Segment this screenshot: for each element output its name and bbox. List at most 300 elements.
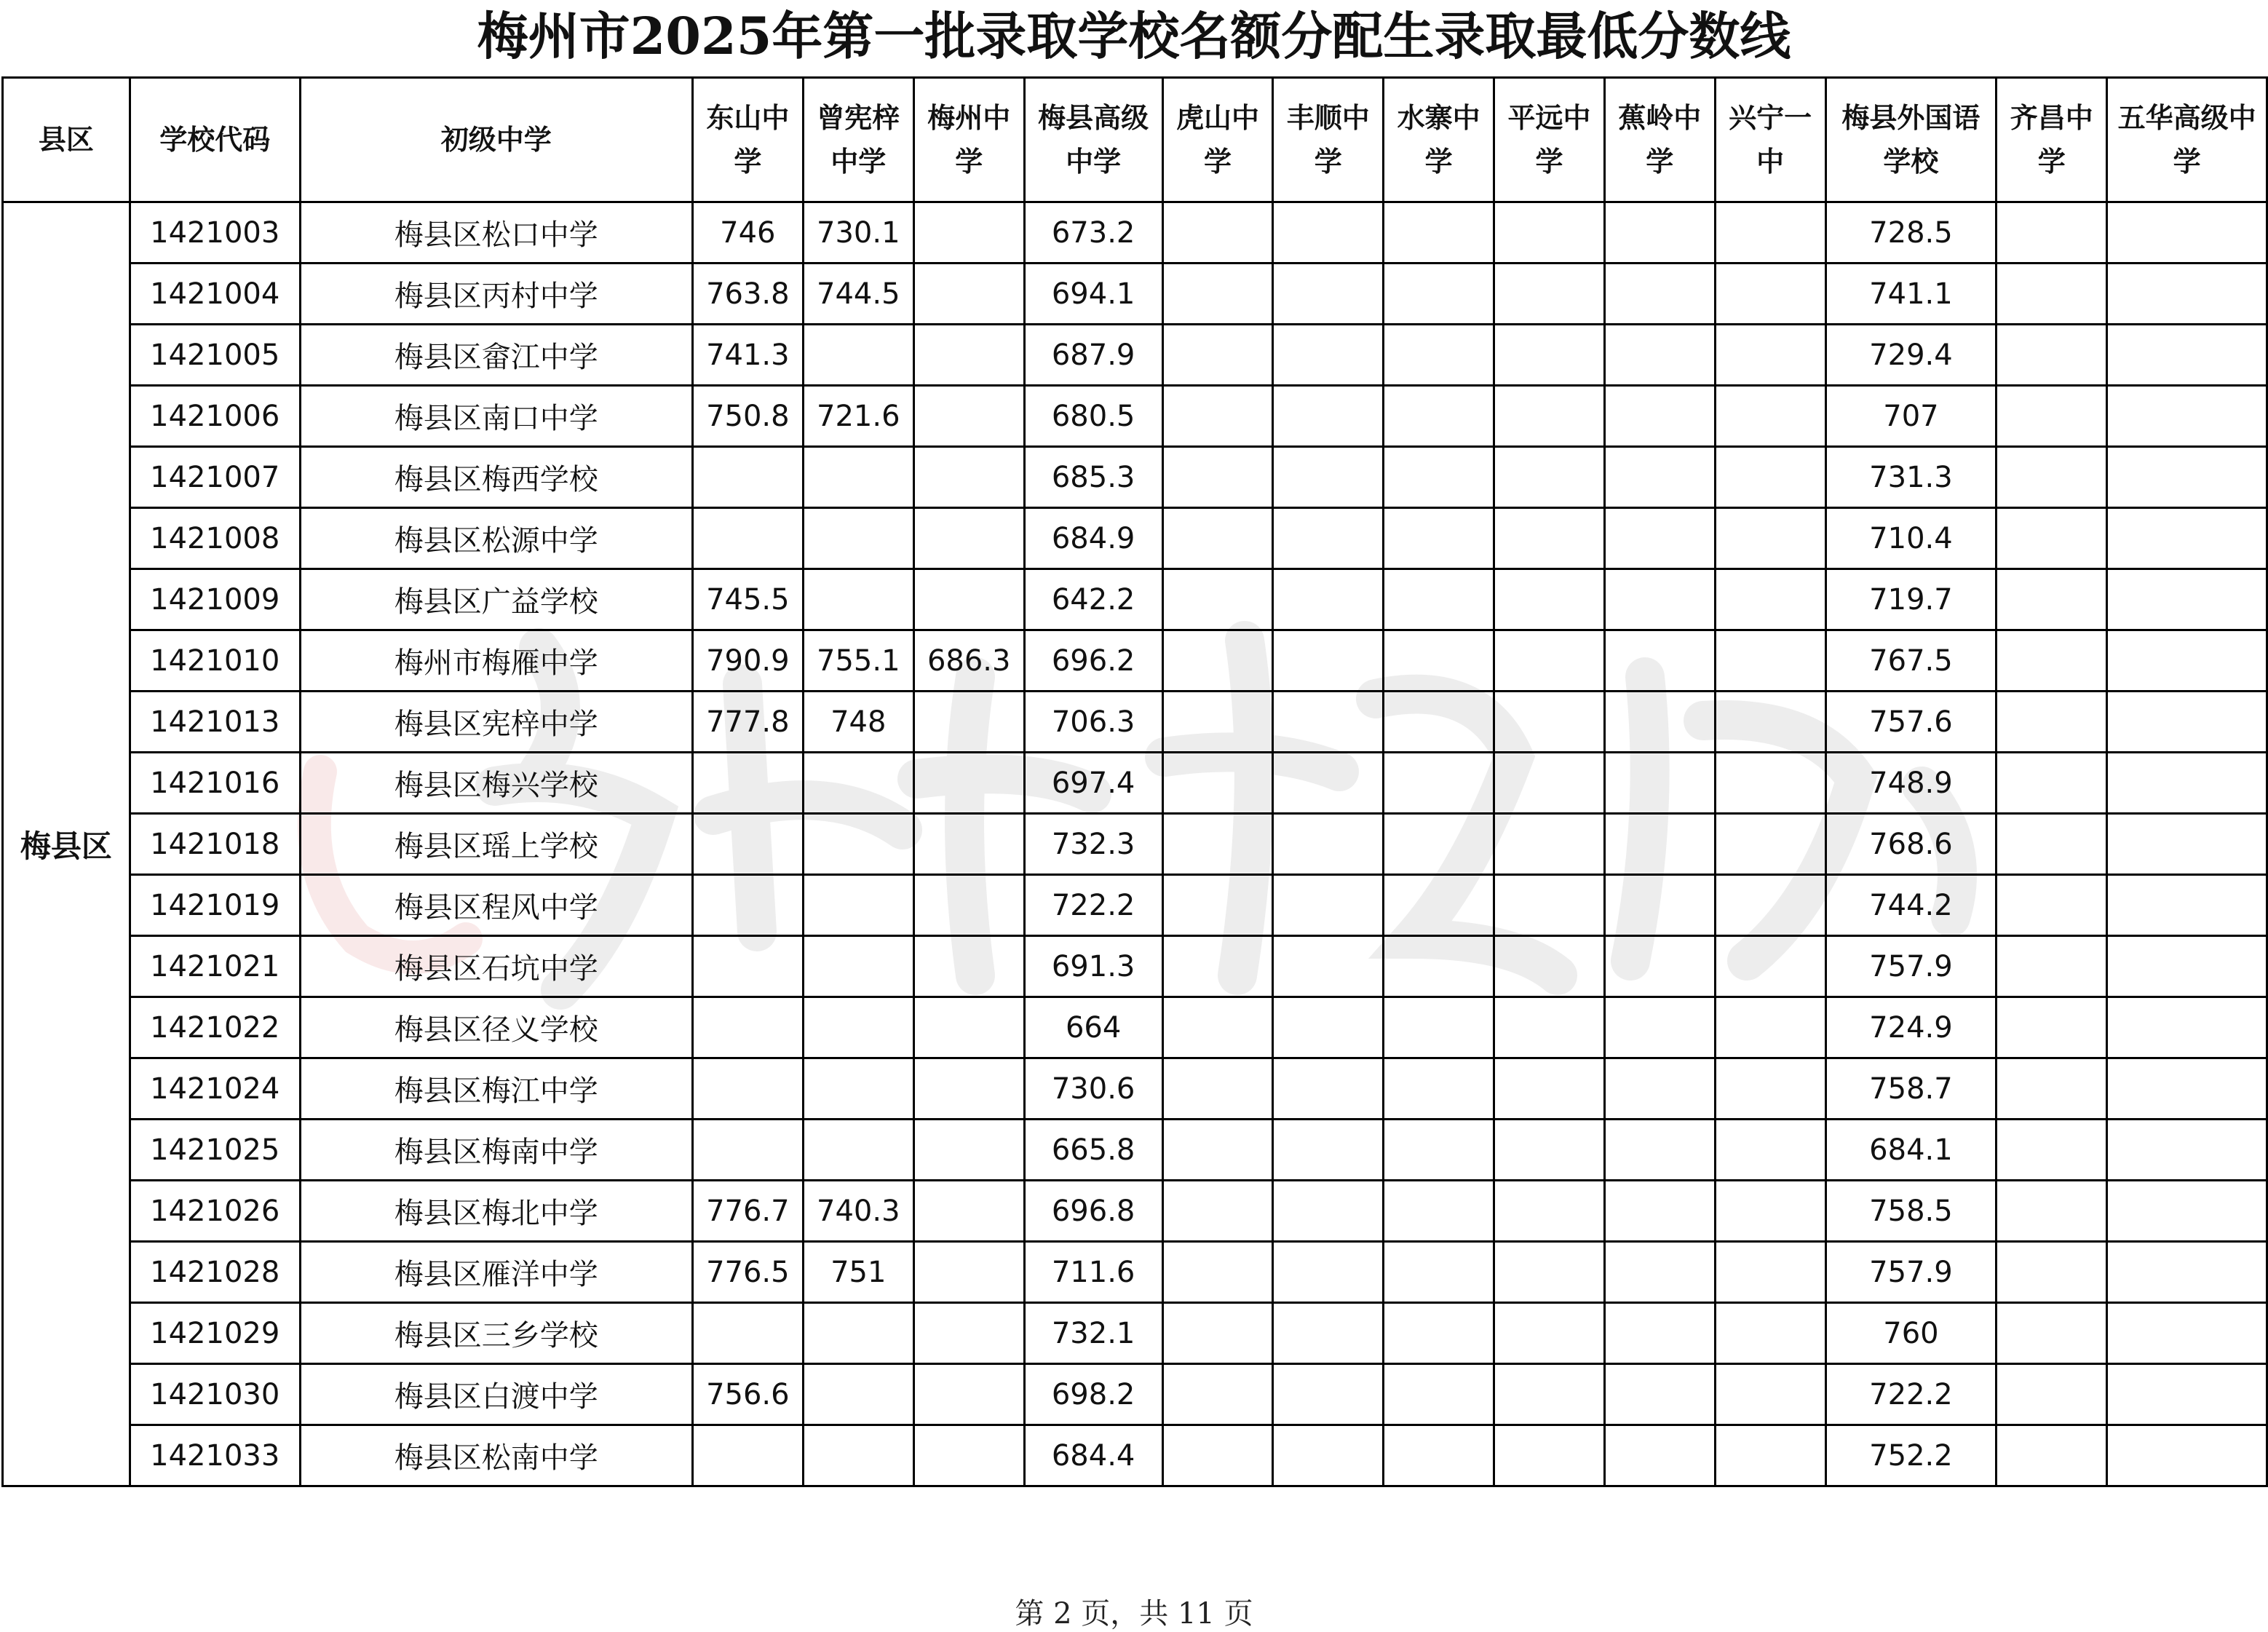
score-cell — [1494, 202, 1605, 264]
score-cell — [1384, 264, 1494, 325]
score-cell — [1494, 1425, 1605, 1486]
score-cell — [1494, 692, 1605, 753]
score-cell — [1997, 202, 2107, 264]
score-cell — [1384, 875, 1494, 936]
school-name-cell: 梅县区梅江中学 — [300, 1058, 692, 1120]
header-qichang: 齐昌中学 — [1997, 78, 2107, 202]
score-cell: 776.5 — [692, 1242, 803, 1303]
school-code-cell: 1421026 — [130, 1181, 300, 1242]
score-cell — [1162, 264, 1273, 325]
score-cell: 732.3 — [1024, 814, 1162, 875]
score-cell — [803, 936, 913, 997]
score-cell: 732.1 — [1024, 1303, 1162, 1364]
score-cell — [1494, 569, 1605, 630]
score-cell — [1273, 936, 1384, 997]
score-cell — [1384, 630, 1494, 692]
school-name-cell: 梅县区雁洋中学 — [300, 1242, 692, 1303]
score-cell — [1384, 1425, 1494, 1486]
score-cell: 748.9 — [1825, 753, 1997, 814]
score-cell — [1162, 1364, 1273, 1425]
header-meixian-senior: 梅县高级中学 — [1024, 78, 1162, 202]
score-cell — [1997, 1303, 2107, 1364]
score-cell — [1715, 1364, 1825, 1425]
score-cell — [1162, 1058, 1273, 1120]
table-row — [3, 875, 2267, 936]
score-cell — [1494, 1242, 1605, 1303]
header-wuhua-senior: 五华高级中学 — [2107, 78, 2267, 202]
score-cell — [803, 447, 913, 508]
score-cell — [1273, 569, 1384, 630]
table-row — [3, 447, 2267, 508]
score-cell: 684.1 — [1825, 1120, 1997, 1181]
school-name-cell: 梅县区梅北中学 — [300, 1181, 692, 1242]
score-cell — [1384, 386, 1494, 447]
score-cell — [1162, 1425, 1273, 1486]
score-cell — [692, 753, 803, 814]
score-cell — [1715, 630, 1825, 692]
score-cell: 750.8 — [692, 386, 803, 447]
school-name-cell: 梅县区广益学校 — [300, 569, 692, 630]
school-name-cell: 梅县区丙村中学 — [300, 264, 692, 325]
score-cell — [803, 1303, 913, 1364]
score-cell — [1384, 1364, 1494, 1425]
score-cell — [803, 1120, 913, 1181]
score-cell: 757.9 — [1825, 1242, 1997, 1303]
score-cell — [2107, 1181, 2267, 1242]
score-cell — [1384, 508, 1494, 569]
school-name-cell: 梅县区松口中学 — [300, 202, 692, 264]
score-cell: 776.7 — [692, 1181, 803, 1242]
score-cell — [1715, 386, 1825, 447]
score-cell — [1273, 447, 1384, 508]
score-cell — [2107, 264, 2267, 325]
score-cell — [2107, 1120, 2267, 1181]
score-cell: 728.5 — [1825, 202, 1997, 264]
school-code-cell: 1421029 — [130, 1303, 300, 1364]
score-cell — [2107, 1364, 2267, 1425]
score-cell — [1384, 1058, 1494, 1120]
score-cell — [2107, 814, 2267, 875]
score-cell — [2107, 875, 2267, 936]
table-row — [3, 1120, 2267, 1181]
score-cell — [1997, 1364, 2107, 1425]
score-cell — [1997, 1242, 2107, 1303]
school-code-cell: 1421016 — [130, 753, 300, 814]
header-zengxianzi: 曾宪梓中学 — [803, 78, 913, 202]
score-cell — [1715, 202, 1825, 264]
score-cell — [2107, 936, 2267, 997]
score-cell — [1273, 997, 1384, 1058]
score-cell — [1604, 447, 1715, 508]
score-cell — [1273, 1181, 1384, 1242]
score-cell — [913, 386, 1024, 447]
score-cell — [1494, 814, 1605, 875]
score-cell — [1162, 1120, 1273, 1181]
score-cell — [1997, 875, 2107, 936]
score-cell — [1162, 753, 1273, 814]
header-shuizhai: 水寨中学 — [1384, 78, 1494, 202]
score-cell — [1273, 630, 1384, 692]
score-cell: 722.2 — [1825, 1364, 1997, 1425]
score-cell — [1494, 325, 1605, 386]
score-cell — [2107, 997, 2267, 1058]
header-district: 县区 — [3, 78, 130, 202]
score-cell — [1997, 936, 2107, 997]
score-cell — [1604, 569, 1715, 630]
score-cell — [2107, 569, 2267, 630]
page-footer: 第 2 页，共 11 页 — [1015, 1597, 1253, 1631]
school-name-cell: 梅县区三乡学校 — [300, 1303, 692, 1364]
score-cell — [692, 875, 803, 936]
score-cell — [1715, 1120, 1825, 1181]
score-cell — [1162, 508, 1273, 569]
score-cell — [1604, 936, 1715, 997]
score-cell — [913, 1303, 1024, 1364]
score-cell: 767.5 — [1825, 630, 1997, 692]
school-name-cell: 梅县区南口中学 — [300, 386, 692, 447]
table-row — [3, 1303, 2267, 1364]
header-jiaoling: 蕉岭中学 — [1604, 78, 1715, 202]
school-code-cell: 1421019 — [130, 875, 300, 936]
score-cell — [1162, 569, 1273, 630]
score-cell — [1384, 202, 1494, 264]
school-name-cell: 梅县区梅西学校 — [300, 447, 692, 508]
score-cell — [1273, 1242, 1384, 1303]
score-cell: 685.3 — [1024, 447, 1162, 508]
score-cell — [1162, 1242, 1273, 1303]
score-cell — [1384, 1242, 1494, 1303]
score-cell — [692, 1303, 803, 1364]
table-row — [3, 1242, 2267, 1303]
score-cell: 691.3 — [1024, 936, 1162, 997]
score-cell: 758.5 — [1825, 1181, 1997, 1242]
score-cell — [1384, 447, 1494, 508]
score-cell — [913, 447, 1024, 508]
score-cell — [913, 814, 1024, 875]
score-cell — [692, 508, 803, 569]
score-cell — [913, 202, 1024, 264]
score-cell — [2107, 692, 2267, 753]
score-cell: 744.5 — [803, 264, 913, 325]
score-cell — [1162, 325, 1273, 386]
score-cell — [1494, 630, 1605, 692]
score-cell: 730.6 — [1024, 1058, 1162, 1120]
score-cell — [1162, 814, 1273, 875]
score-cell — [1494, 508, 1605, 569]
score-cell — [1715, 264, 1825, 325]
score-cell — [2107, 325, 2267, 386]
table-row — [3, 202, 2267, 264]
score-cell: 790.9 — [692, 630, 803, 692]
score-cell — [1494, 753, 1605, 814]
score-cell: 757.9 — [1825, 936, 1997, 997]
score-cell — [1715, 997, 1825, 1058]
score-cell — [1273, 753, 1384, 814]
header-meizhou: 梅州中学 — [913, 78, 1024, 202]
score-cell — [1604, 997, 1715, 1058]
score-cell — [803, 508, 913, 569]
score-cell — [692, 936, 803, 997]
score-cell: 694.1 — [1024, 264, 1162, 325]
score-cell — [1715, 936, 1825, 997]
score-cell: 722.2 — [1024, 875, 1162, 936]
score-cell: 665.8 — [1024, 1120, 1162, 1181]
score-cell: 777.8 — [692, 692, 803, 753]
score-cell — [2107, 753, 2267, 814]
score-cell — [1997, 630, 2107, 692]
score-cell — [1494, 1303, 1605, 1364]
school-code-cell: 1421008 — [130, 508, 300, 569]
score-cell: 755.1 — [803, 630, 913, 692]
table-row — [3, 753, 2267, 814]
score-cell: 752.2 — [1825, 1425, 1997, 1486]
score-cell — [1273, 1425, 1384, 1486]
score-cell — [1162, 875, 1273, 936]
school-name-cell: 梅县区径义学校 — [300, 997, 692, 1058]
school-name-cell: 梅县区梅兴学校 — [300, 753, 692, 814]
school-code-cell: 1421018 — [130, 814, 300, 875]
table-row — [3, 1058, 2267, 1120]
school-code-cell: 1421004 — [130, 264, 300, 325]
score-cell — [1273, 386, 1384, 447]
score-cell — [692, 447, 803, 508]
school-code-cell: 1421005 — [130, 325, 300, 386]
score-cell — [803, 997, 913, 1058]
school-code-cell: 1421025 — [130, 1120, 300, 1181]
score-cell — [1273, 508, 1384, 569]
score-cell — [1494, 1364, 1605, 1425]
score-cell: 673.2 — [1024, 202, 1162, 264]
score-cell — [2107, 1242, 2267, 1303]
score-cell — [913, 997, 1024, 1058]
score-cell — [1604, 386, 1715, 447]
score-cell — [1162, 447, 1273, 508]
score-cell — [803, 325, 913, 386]
header-pingyuan: 平远中学 — [1494, 78, 1605, 202]
score-cell — [1494, 1181, 1605, 1242]
score-cell: 744.2 — [1825, 875, 1997, 936]
table-row — [3, 692, 2267, 753]
score-cell: 763.8 — [692, 264, 803, 325]
score-cell: 740.3 — [803, 1181, 913, 1242]
score-cell — [1604, 753, 1715, 814]
score-cell — [1997, 1425, 2107, 1486]
score-cell — [1273, 692, 1384, 753]
school-code-cell: 1421033 — [130, 1425, 300, 1486]
score-cell: 686.3 — [913, 630, 1024, 692]
score-cell — [913, 1425, 1024, 1486]
score-cell: 741.1 — [1825, 264, 1997, 325]
school-code-cell: 1421006 — [130, 386, 300, 447]
score-cell: 748 — [803, 692, 913, 753]
school-code-cell: 1421022 — [130, 997, 300, 1058]
score-cell — [1604, 630, 1715, 692]
score-cell — [1604, 1425, 1715, 1486]
table-row — [3, 1181, 2267, 1242]
score-cell — [1997, 753, 2107, 814]
score-cell — [1162, 936, 1273, 997]
school-name-cell: 梅县区梅南中学 — [300, 1120, 692, 1181]
school-code-cell: 1421013 — [130, 692, 300, 753]
score-cell — [1604, 1303, 1715, 1364]
score-cell — [2107, 386, 2267, 447]
score-cell — [1494, 875, 1605, 936]
school-code-cell: 1421028 — [130, 1242, 300, 1303]
score-cell: 684.4 — [1024, 1425, 1162, 1486]
score-cell — [1604, 692, 1715, 753]
header-dongshan: 东山中学 — [692, 78, 803, 202]
score-cell: 721.6 — [803, 386, 913, 447]
score-cell: 680.5 — [1024, 386, 1162, 447]
score-cell — [1384, 569, 1494, 630]
score-cell: 719.7 — [1825, 569, 1997, 630]
score-cell — [1604, 325, 1715, 386]
score-cell — [1384, 936, 1494, 997]
score-cell — [1494, 936, 1605, 997]
header-xingning-no1: 兴宁一中 — [1715, 78, 1825, 202]
table-row — [3, 325, 2267, 386]
score-cell — [803, 753, 913, 814]
score-cell — [1997, 814, 2107, 875]
score-cell — [1162, 630, 1273, 692]
score-cell — [803, 814, 913, 875]
score-cell — [1604, 1058, 1715, 1120]
score-cell: 696.2 — [1024, 630, 1162, 692]
score-cell — [1997, 692, 2107, 753]
score-cell — [1604, 508, 1715, 569]
score-cell — [803, 1425, 913, 1486]
score-cell: 687.9 — [1024, 325, 1162, 386]
score-cell — [1715, 508, 1825, 569]
school-code-cell: 1421003 — [130, 202, 300, 264]
score-cell — [913, 508, 1024, 569]
score-cell — [1384, 325, 1494, 386]
score-cell — [1162, 997, 1273, 1058]
score-cell: 730.1 — [803, 202, 913, 264]
score-cell — [2107, 1303, 2267, 1364]
score-cell — [913, 264, 1024, 325]
header-meixian-foreign: 梅县外国语学校 — [1825, 78, 1997, 202]
score-cell — [1715, 692, 1825, 753]
score-cell — [1604, 1181, 1715, 1242]
score-cell — [1715, 753, 1825, 814]
score-cell — [1604, 1242, 1715, 1303]
score-cell — [692, 814, 803, 875]
school-name-cell: 梅县区畲江中学 — [300, 325, 692, 386]
score-cell — [1715, 875, 1825, 936]
score-cell: 729.4 — [1825, 325, 1997, 386]
score-cell — [1384, 1120, 1494, 1181]
score-cell — [913, 692, 1024, 753]
table-row — [3, 1425, 2267, 1486]
score-cell: 642.2 — [1024, 569, 1162, 630]
score-cell: 724.9 — [1825, 997, 1997, 1058]
page-title: 梅州市2025年第一批录取学校名额分配生录取最低分数线 — [477, 6, 1791, 66]
table-row — [3, 630, 2267, 692]
table-row — [3, 508, 2267, 569]
score-cell — [1273, 814, 1384, 875]
school-code-cell: 1421007 — [130, 447, 300, 508]
score-cell — [1715, 1242, 1825, 1303]
score-cell — [2107, 630, 2267, 692]
score-cell — [1273, 264, 1384, 325]
score-cell — [913, 875, 1024, 936]
score-cell — [913, 1364, 1024, 1425]
score-cell: 698.2 — [1024, 1364, 1162, 1425]
score-cell — [1997, 1181, 2107, 1242]
score-cell: 745.5 — [692, 569, 803, 630]
score-cell — [913, 325, 1024, 386]
score-cell — [1384, 692, 1494, 753]
score-cell — [1273, 1120, 1384, 1181]
score-cell: 741.3 — [692, 325, 803, 386]
score-cell: 757.6 — [1825, 692, 1997, 753]
score-cell — [913, 1058, 1024, 1120]
score-cell — [1715, 325, 1825, 386]
score-cell — [1715, 1181, 1825, 1242]
score-cell — [1384, 1303, 1494, 1364]
score-cell — [913, 1242, 1024, 1303]
score-cell — [1273, 1364, 1384, 1425]
score-cell — [1273, 325, 1384, 386]
score-cell — [803, 1058, 913, 1120]
score-cell — [1384, 997, 1494, 1058]
score-cell — [1715, 1058, 1825, 1120]
score-cell — [1604, 1120, 1715, 1181]
score-cell — [1384, 1181, 1494, 1242]
score-cell — [1162, 1181, 1273, 1242]
score-cell — [913, 753, 1024, 814]
score-cell — [1715, 569, 1825, 630]
school-code-cell: 1421030 — [130, 1364, 300, 1425]
score-cell: 711.6 — [1024, 1242, 1162, 1303]
score-cell: 710.4 — [1825, 508, 1997, 569]
score-cell — [1715, 447, 1825, 508]
score-cell — [1715, 814, 1825, 875]
score-cell — [1997, 386, 2107, 447]
score-cell — [1273, 202, 1384, 264]
score-cell: 758.7 — [1825, 1058, 1997, 1120]
score-cell — [1604, 814, 1715, 875]
score-cell — [2107, 1058, 2267, 1120]
district-cell: 梅县区 — [3, 202, 130, 1486]
school-name-cell: 梅县区程风中学 — [300, 875, 692, 936]
school-name-cell: 梅县区白渡中学 — [300, 1364, 692, 1425]
score-cell — [1273, 875, 1384, 936]
score-cell — [913, 569, 1024, 630]
school-code-cell: 1421021 — [130, 936, 300, 997]
score-cell — [803, 875, 913, 936]
school-name-cell: 梅县区石坑中学 — [300, 936, 692, 997]
score-cell: 706.3 — [1024, 692, 1162, 753]
score-cell — [803, 1364, 913, 1425]
score-cell — [1384, 814, 1494, 875]
school-name-cell: 梅县区宪梓中学 — [300, 692, 692, 753]
score-cell — [1997, 264, 2107, 325]
school-name-cell: 梅县区松源中学 — [300, 508, 692, 569]
score-cell — [1604, 264, 1715, 325]
school-code-cell: 1421010 — [130, 630, 300, 692]
header-junior-school: 初级中学 — [300, 78, 692, 202]
score-cell — [1715, 1425, 1825, 1486]
score-cell — [2107, 1425, 2267, 1486]
school-code-cell: 1421024 — [130, 1058, 300, 1120]
score-cell — [2107, 508, 2267, 569]
score-cell: 696.8 — [1024, 1181, 1162, 1242]
table-row — [3, 814, 2267, 875]
score-cell — [1604, 202, 1715, 264]
score-cell — [1997, 1120, 2107, 1181]
